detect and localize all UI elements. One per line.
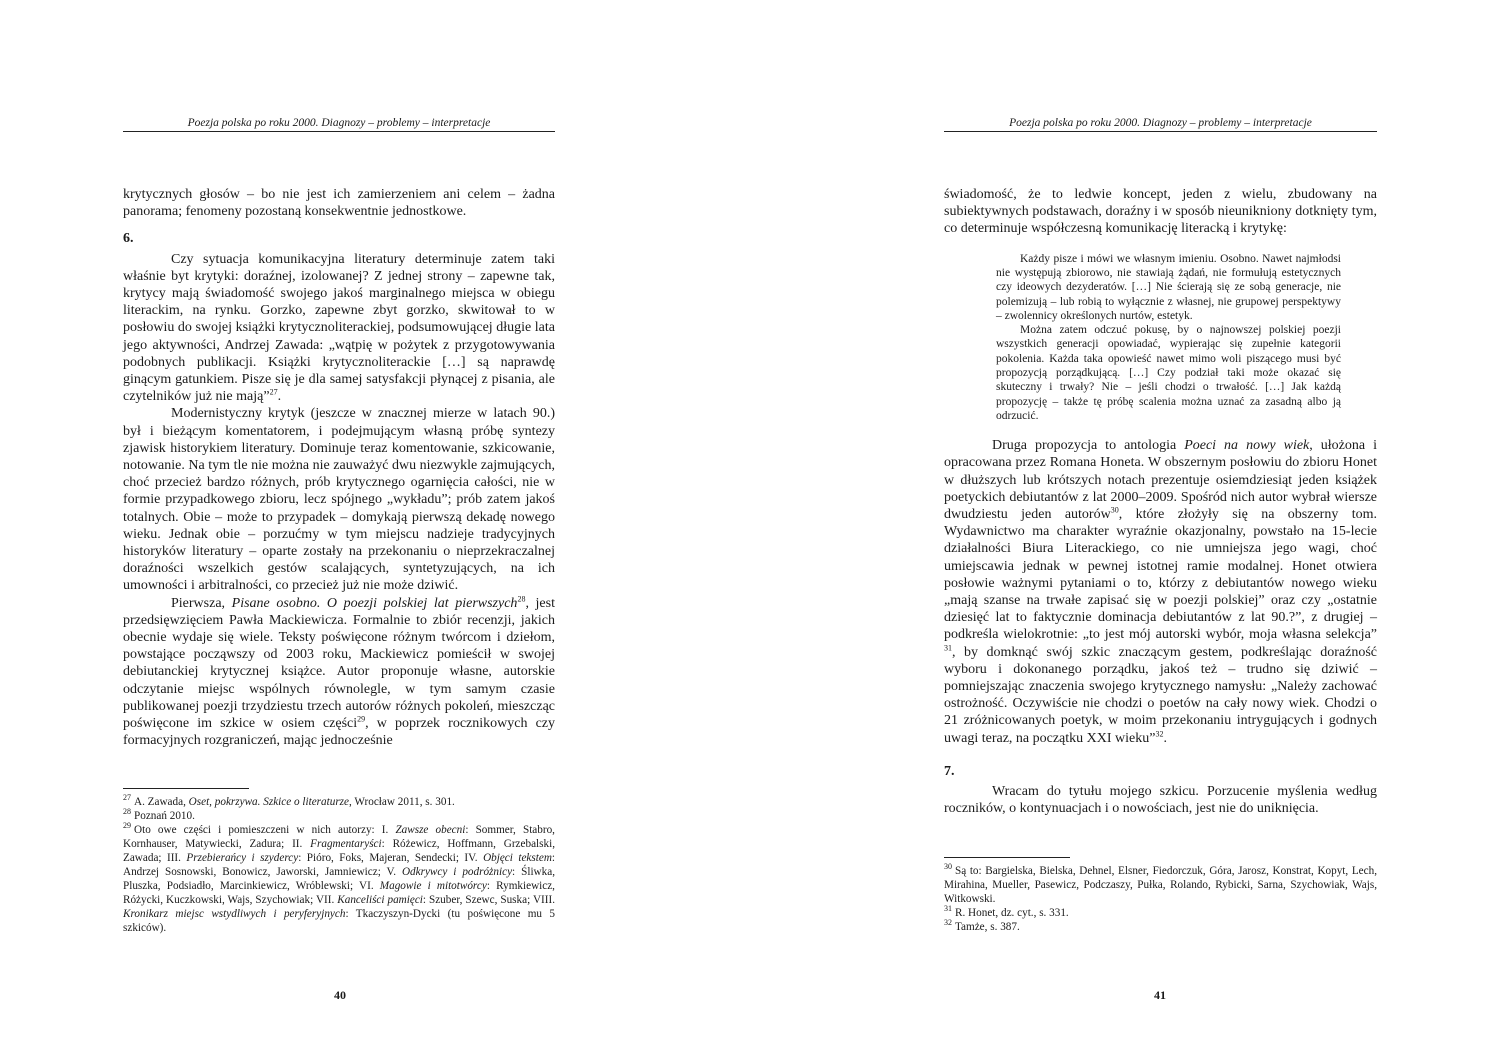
paragraph (944, 437, 1377, 747)
footnotes (123, 795, 555, 935)
section-heading-7: 7. (944, 763, 955, 779)
footnote-text: Tamże, s. 387. (955, 921, 1020, 933)
paragraph-text: . (277, 389, 282, 405)
paragraph: Wracam do tytułu mojego szkicu. Porzucenie myślenia według roczników, o kontynuacjach i o nowościach, jest nie do uniknięcia. (944, 784, 1377, 817)
footnote (123, 823, 555, 935)
footnote-number: 27 (123, 793, 131, 803)
footnote-number: 30 (944, 862, 952, 872)
footnote-text: R. Honet, dz. cyt., s. 331. (955, 907, 1069, 919)
page-number: 40 (334, 988, 346, 1002)
footnotes (944, 864, 1377, 934)
footnote-text: A. Zawada, (134, 796, 189, 808)
book-title: Pisane osobno. O poezji polskiej lat pierwszych (231, 595, 518, 611)
footnote-title: Przebierańcy i szydercy (186, 852, 299, 864)
footnote-number: 29 (123, 821, 131, 831)
paragraph-text: , które złożyły się na obszerny tom. Wydawnictwo ma charakter wyraźnie okazjonalny, powstało na 15-lecie działalności Biura Literackiego, co nie umniejsza jego wagi, choć umiejscawia jednak w pewnej istotnej ramie modalnej. Honet otwiera posłowie ważnymi pytaniami o to, którzy z debiutantów nowego wieku „mają szanse na trwałe zapisać się w poezji polskiej” oraz czy „ostatnie dziesięć lat to faktycznie dominacja debiutantów z lat 90.?”, z drugiej – podkreśla wielokrotnie: „to jest mój autorski wybór, moja własna selekcja” (944, 506, 1377, 643)
block-quote (996, 252, 1341, 424)
footnote-text: : Szuber, Szewc, Suska; VIII. (422, 894, 556, 906)
paragraph-text: , w poprzek rocznikowych czy formacyjnych rozgraniczeń, mając jednocześnie (123, 716, 556, 749)
paragraph-text: , jest przedsięwzięciem Pawła Mackiewicza. Formalnie to zbiór recenzji, jakich obecnie wydaje się wiele. Teksty poświęcone różnym twórcom i dziełom, powstające począwszy od 2003 roku, Mackiewicz pomieścił w swojej debiutanckiej krytycznej książce. Autor proponuje własne, autorskie odczytanie miejsc wspólnych równolegle, w tym samym czasie publikowanej poezji trzydziestu trzech autorów różnych pokoleń, mieszcząc poświęcone im szkice w osiem części (123, 595, 555, 732)
right-page (750, 0, 1500, 1061)
footnote-rule (123, 788, 249, 789)
footnote-number: 31 (944, 904, 952, 914)
paragraph-text: . (1163, 730, 1167, 746)
footnote-text: : Rymkiewicz, Różycki, Kuczkowski, Wajs, Szychowiak; VII. (123, 880, 555, 906)
running-head: Poezja polska po roku 2000. Diagnozy – problemy – interpretacje (1009, 117, 1312, 129)
paragraph-text: , by domknąć swój szkic znaczącym gestem, podkreślając doraźność wyboru i dokonanego porządku, jakoś też – trudno się dziwić – pomniejszając znaczenia swojego krytycznego namysłu: „Należy zachować ostrożność. Oczywiście nie chodzi o poetów na cały nowy wiek. Chodzi o 21 zróżnicowanych poetyk, w moim przekonaniu intrygujących i godnych uwagi teraz, na początku XXI wieku” (944, 644, 1377, 746)
quote-paragraph: Każdy pisze i mówi we własnym imieniu. Osobno. Nawet najmłodsi nie występują zbiorowo, nie stawiają żądań, nie formułują estetycznych czy ideowych dezyderatów. […] Nie ścierają się ze sobą generacje, nie polemizują – lub robią to wyłącznie z własnej, nie grupowej perspektywy – zwolennicy określonych nurtów, estetyk. (996, 252, 1341, 322)
footnote-title: Kanceliści pamięci (337, 894, 423, 906)
footnote-number: 32 (944, 918, 952, 928)
footnote (944, 920, 1377, 934)
paragraph-text: Pierwsza, (171, 595, 232, 611)
footnote-rule (944, 857, 1070, 858)
paragraph-continuation: krytycznych głosów – bo nie jest ich zamierzeniem ani celem – żadna panorama; fenomeny pozostaną konsekwentnie jednostkowe. (123, 187, 555, 220)
footnote-text: : Andrzej Sosnowski, Bonowicz, Jaworski, Jamniewicz; V. (123, 852, 556, 878)
footnote-text: : Sommer, Stabro, Kornhauser, Matywiecki, Zadura; II. (123, 824, 555, 850)
footnote-text: : Tkaczyszyn-Dycki (tu poświęcone mu 5 szkiców). (123, 908, 555, 934)
body-text (123, 186, 555, 750)
paragraph: Modernistyczny krytyk (jeszcze w znacznej mierze w latach 90.) był i bieżącym komentatorem, i podejmującym własną próbę syntezy zjawisk historykiem literatury. Dominuje teraz komentowanie, szkicowanie, notowanie. Na tym tle nie można nie zauważyć dwu niezwykle zajmujących, choć przecież bardzo różnych, prób krytycznego ogarnięcia całości, nie w formie przypadkowego zbioru, lecz spójnego „wykładu”; prób zatem jakoś totalnych. Obie – może to przypadek – domykają pierwszą dekadę nowego wieku. Jednak obie – porzućmy w tym miejscu nadzieje tradycyjnych historyków literatury – oparte zostały na przekonaniu o nieprzekraczalnej doraźności wszelkich gestów scalających, syntetyzujących, na ich umowności i arbitralności, co przecież już nie może dziwić. (123, 406, 555, 594)
footnote-ref: 30 (1110, 505, 1119, 515)
header-rule (944, 131, 1377, 132)
footnote-text: Poznań 2010. (134, 810, 195, 822)
footnote-ref: 29 (357, 714, 366, 724)
section-heading-6: 6. (123, 231, 134, 247)
running-head: Poezja polska po roku 2000. Diagnozy – problemy – interpretacje (187, 117, 491, 129)
page-number: 41 (1154, 988, 1166, 1002)
footnote-text: Oto owe części i pomieszczeni w nich autorzy: I. (134, 824, 396, 836)
paragraph-text: Druga propozycja to antologia (992, 438, 1185, 454)
paragraph (123, 251, 555, 406)
footnote-number: 28 (123, 807, 131, 817)
footnote-text: Są to: Bargielska, Bielska, Dehnel, Elsner, Fiedorczuk, Góra, Jarosz, Konstrat, Kopyt, Lech, Mirahina, Mueller, Pasewicz, Podczaszy, Pułka, Rolando, Rybicki, Sarna, Szychowiak, Wajs, Witkowski. (944, 865, 1377, 905)
footnote-title: Kronikarz miejsc wstydliwych i peryferyjnych (123, 908, 346, 920)
paragraph-continuation: świadomość, że to ledwie koncept, jeden z wielu, zbudowany na subiektywnych podstawach, doraźny i w sposób nieunikniony dotknięty tym, co determinuje współczesną komunikację literacką i krytykę: (944, 187, 1377, 237)
footnote-title: Objęci tekstem (483, 852, 552, 864)
footnote-text: : Śliwka, Pluszka, Podsiadło, Marcinkiewicz, Wróblewski; VI. (123, 866, 555, 892)
footnote-title: Fragmentaryści (310, 838, 382, 850)
quote-paragraph: Można zatem odczuć pokusę, by o najnowszej polskiej poezji wszystkich generacji opowiadać, wypierając się zupełnie kategorii pokolenia. Każda taka opowieść nawet mimo woli piszącego musi być propozycją porządkującą. […] Czy podział taki może okazać się skuteczny i trwały? Nie – jeśli chodzi o trwałość. […] Jak każdą propozycję – także tę próbę scalenia można uznać za zasadną albo ją odrzucić. (996, 324, 1341, 422)
footnote-text: , Wrocław 2011, s. 301. (349, 796, 455, 808)
footnote (944, 864, 1377, 906)
footnote-ref: 32 (1155, 728, 1164, 738)
footnote-ref: 27 (269, 387, 278, 397)
paragraph (123, 595, 555, 750)
header-rule (123, 131, 555, 132)
footnote-text: : Pióro, Foks, Majeran, Sendecki; IV. (298, 852, 484, 864)
footnote-title: Magowie i mitotwórcy (379, 880, 487, 892)
footnote-title: Odkrywcy i podróżnicy (401, 866, 513, 878)
footnote-text: : Różewicz, Hoffmann, Grzebalski, Zawada; III. (123, 838, 555, 864)
footnote-title: Oset, pokrzywa. Szkice o literaturze (188, 796, 350, 808)
footnote (944, 906, 1377, 920)
body-text (944, 186, 1377, 817)
paragraph-text: Czy sytuacja komunikacyjna literatury determinuje zatem taki właśnie byt krytyki: doraźnej, izolowanej? Z jednej strony – zapewne tak, krytycy mają świadomość swojego jakoś marginalnego miejsca w obiegu literackim, na rynku. Gorzko, zapewne zbyt gorzko, skwitował to w posłowiu do swojej książki krytycznoliterackiej, podsumowującej długie lata jego aktywności, Andrzej Zawada: „wątpię w pożytek z przygotowywania podobnych publikacji. Książki krytycznoliterackie […] są naprawdę ginącym gatunkiem. Pisze się je dla samej satysfakcji płynącej z pisania, ale czytelników już nie mają” (123, 251, 555, 405)
footnote-ref: 28 (517, 594, 526, 604)
footnote-title: Zawsze obecni (395, 824, 466, 836)
footnote (123, 795, 555, 809)
footnote (123, 809, 555, 823)
paragraph-text: , ułożona i opracowana przez Romana Honeta. W obszernym posłowiu do zbioru Honet w dłuższych lub krótszych notach prezentuje osiemdziesiąt jeden książek poetyckich debiutantów z lat 2000–2009. Spośród nich autor wybrał wiersze dwudziestu jeden autorów (944, 438, 1377, 522)
footnote-ref: 31 (944, 642, 952, 652)
book-title: Poeci na nowy wiek (1184, 438, 1310, 454)
